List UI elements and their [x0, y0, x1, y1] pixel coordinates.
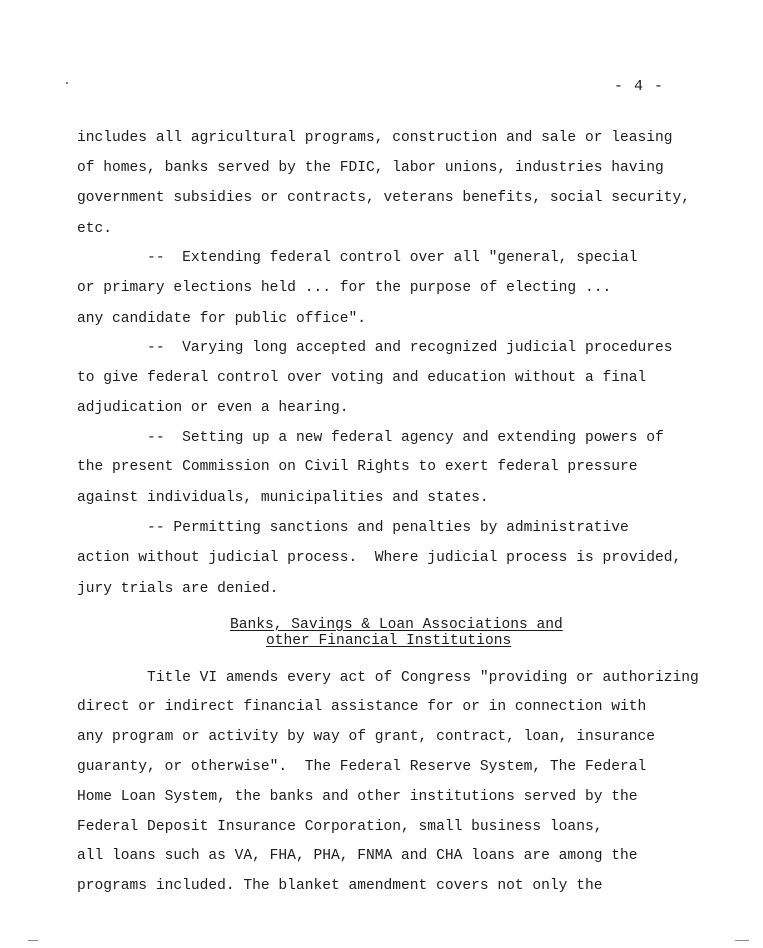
body-line: action without judicial process. Where judicial process is provided,: [77, 550, 682, 566]
body-line: includes all agricultural programs, construction and sale or leasing: [77, 130, 673, 146]
body-line: Title VI amends every act of Congress "providing or authorizing: [77, 670, 699, 686]
body-line: all loans such as VA, FHA, PHA, FNMA and CHA loans are among the: [77, 848, 638, 864]
body-line: any candidate for public office".: [77, 311, 367, 327]
body-line: jury trials are denied.: [77, 581, 279, 597]
body-line: programs included. The blanket amendment covers not only the: [77, 878, 603, 894]
section-heading-line-2: other Financial Institutions: [266, 633, 512, 649]
body-line: etc.: [77, 221, 113, 237]
body-line: of homes, banks served by the FDIC, labor unions, industries having: [77, 160, 664, 176]
body-line: -- Extending federal control over all "general, special: [77, 250, 638, 266]
scan-edge-mark: [735, 940, 749, 941]
body-line: -- Varying long accepted and recognized judicial procedures: [77, 340, 673, 356]
stray-mark: [66, 82, 68, 84]
body-line: or primary elections held ... for the purpose of electing ...: [77, 280, 612, 296]
body-line: Federal Deposit Insurance Corporation, small business loans,: [77, 819, 603, 835]
body-line: to give federal control over voting and education without a final: [77, 370, 647, 386]
body-line: any program or activity by way of grant, contract, loan, insurance: [77, 729, 656, 745]
page-number: - 4 -: [614, 78, 665, 95]
body-line: government subsidies or contracts, veterans benefits, social security,: [77, 190, 691, 206]
body-line: Home Loan System, the banks and other institutions served by the: [77, 789, 638, 805]
section-heading-line-1: Banks, Savings & Loan Associations and: [230, 617, 563, 633]
body-line: -- Permitting sanctions and penalties by administrative: [77, 520, 629, 536]
body-line: the present Commission on Civil Rights to exert federal pressure: [77, 459, 638, 475]
body-line: -- Setting up a new federal agency and extending powers of: [77, 430, 664, 446]
body-line: guaranty, or otherwise". The Federal Reserve System, The Federal: [77, 759, 647, 775]
body-line: adjudication or even a hearing.: [77, 400, 349, 416]
body-line: against individuals, municipalities and states.: [77, 490, 489, 506]
scan-edge-mark: [28, 940, 38, 941]
body-line: direct or indirect financial assistance for or in connection with: [77, 699, 647, 715]
